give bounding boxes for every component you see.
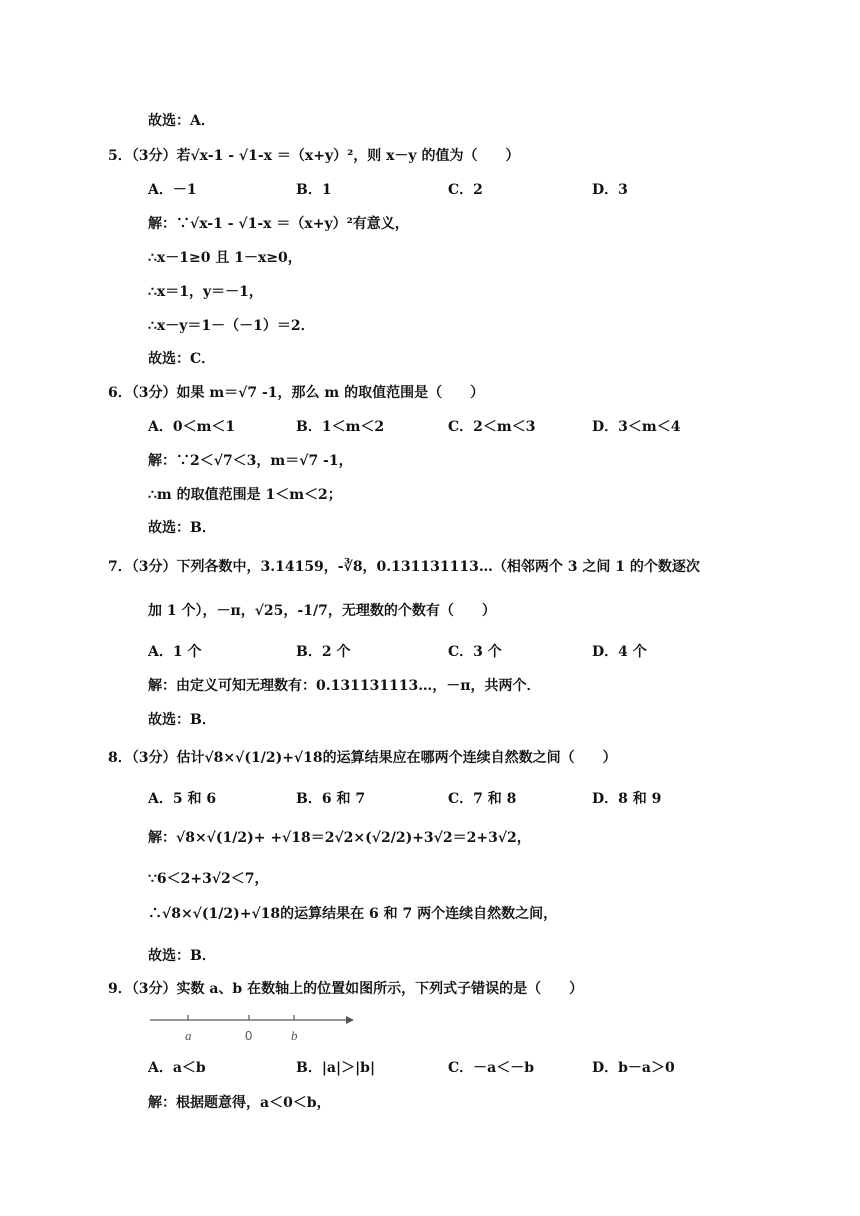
q5-answer: 故选：C． (148, 351, 216, 367)
question-8: 8．（3分）估计√8×√(1/2)+√18的运算结果应在哪两个连续自然数之间（ ） (108, 750, 617, 766)
q8-answer: 故选：B． (148, 948, 216, 964)
q9-option-b: B．|a|＞|b| (296, 1060, 376, 1076)
label-b: b (291, 1028, 298, 1043)
q5-option-c: C．2 (448, 182, 483, 198)
q5-solution-4: ∴x－y＝1－（－1）＝2． (148, 318, 315, 334)
label-a: a (185, 1028, 192, 1043)
answer-line: 故选：A． (148, 113, 215, 129)
q5-option-b: B．1 (296, 182, 332, 198)
q5-option-a: A．－1 (148, 182, 197, 198)
q7-option-d: D．4 个 (592, 644, 647, 660)
q6-answer: 故选：B． (148, 520, 216, 536)
question-6: 6．（3分）如果 m＝√7 -1，那么 m 的取值范围是（ ） (108, 385, 485, 401)
q7-option-c: C．3 个 (448, 644, 502, 660)
number-line-arrow (346, 1016, 354, 1024)
q7-option-b: B．2 个 (296, 644, 351, 660)
q6-solution-1: 解：∵2＜√7＜3，m＝√7 -1， (148, 453, 353, 469)
q5-solution-2: ∴x－1≥0 且 1－x≥0， (148, 250, 302, 266)
q8-option-d: D．8 和 9 (592, 791, 662, 807)
q5-solution-1: 解：∵√x-1 - √1-x ＝（x+y）²有意义， (148, 216, 409, 232)
number-line-figure (148, 1012, 358, 1048)
q6-solution-2: ∴m 的取值范围是 1＜m＜2； (148, 487, 342, 503)
q9-option-c: C．－a＜－b (448, 1060, 535, 1076)
q7-solution-1: 解：由定义可知无理数有：0.131131113…，－π，共两个． (148, 678, 541, 694)
q8-option-a: A．5 和 6 (148, 791, 217, 807)
q7-option-a: A．1 个 (148, 644, 202, 660)
question-5: 5．（3分）若√x-1 - √1-x ＝（x+y）²，则 x－y 的值为（ ） (108, 148, 520, 164)
q9-option-a: A．a＜b (148, 1060, 206, 1076)
q6-option-d: D．3＜m＜4 (592, 419, 681, 435)
q8-solution-1: 解：√8×√(1/2)+ +√18＝2√2×(√2/2)+3√2＝2+3√2， (148, 830, 531, 846)
q8-option-b: B．6 和 7 (296, 791, 366, 807)
question-7: 7．（3分）下列各数中，3.14159，-∛8，0.131131113…（相邻两个 3 之间 1 的个数逐次 (108, 559, 700, 575)
question-7-continued: 加 1 个），－π，√25，-1/7，无理数的个数有（ ） (148, 603, 496, 619)
q5-option-d: D．3 (592, 182, 628, 198)
q6-option-c: C．2＜m＜3 (448, 419, 536, 435)
q9-solution-1: 解：根据题意得，a＜0＜b， (148, 1095, 331, 1111)
q6-option-b: B．1＜m＜2 (296, 419, 385, 435)
q5-solution-3: ∴x＝1，y＝－1， (148, 284, 263, 300)
label-zero: 0 (245, 1028, 253, 1043)
q6-option-a: A．0＜m＜1 (148, 419, 236, 435)
q9-option-d: D．b－a＞0 (592, 1060, 675, 1076)
question-9: 9．（3分）实数 a、b 在数轴上的位置如图所示，下列式子错误的是（ ） (108, 981, 584, 997)
q7-answer: 故选：B． (148, 712, 216, 728)
q8-option-c: C．7 和 8 (448, 791, 517, 807)
q8-solution-3: ∴√8×√(1/2)+√18的运算结果在 6 和 7 两个连续自然数之间， (148, 906, 558, 922)
q8-solution-2: ∵6＜2+3√2＜7， (148, 871, 269, 887)
